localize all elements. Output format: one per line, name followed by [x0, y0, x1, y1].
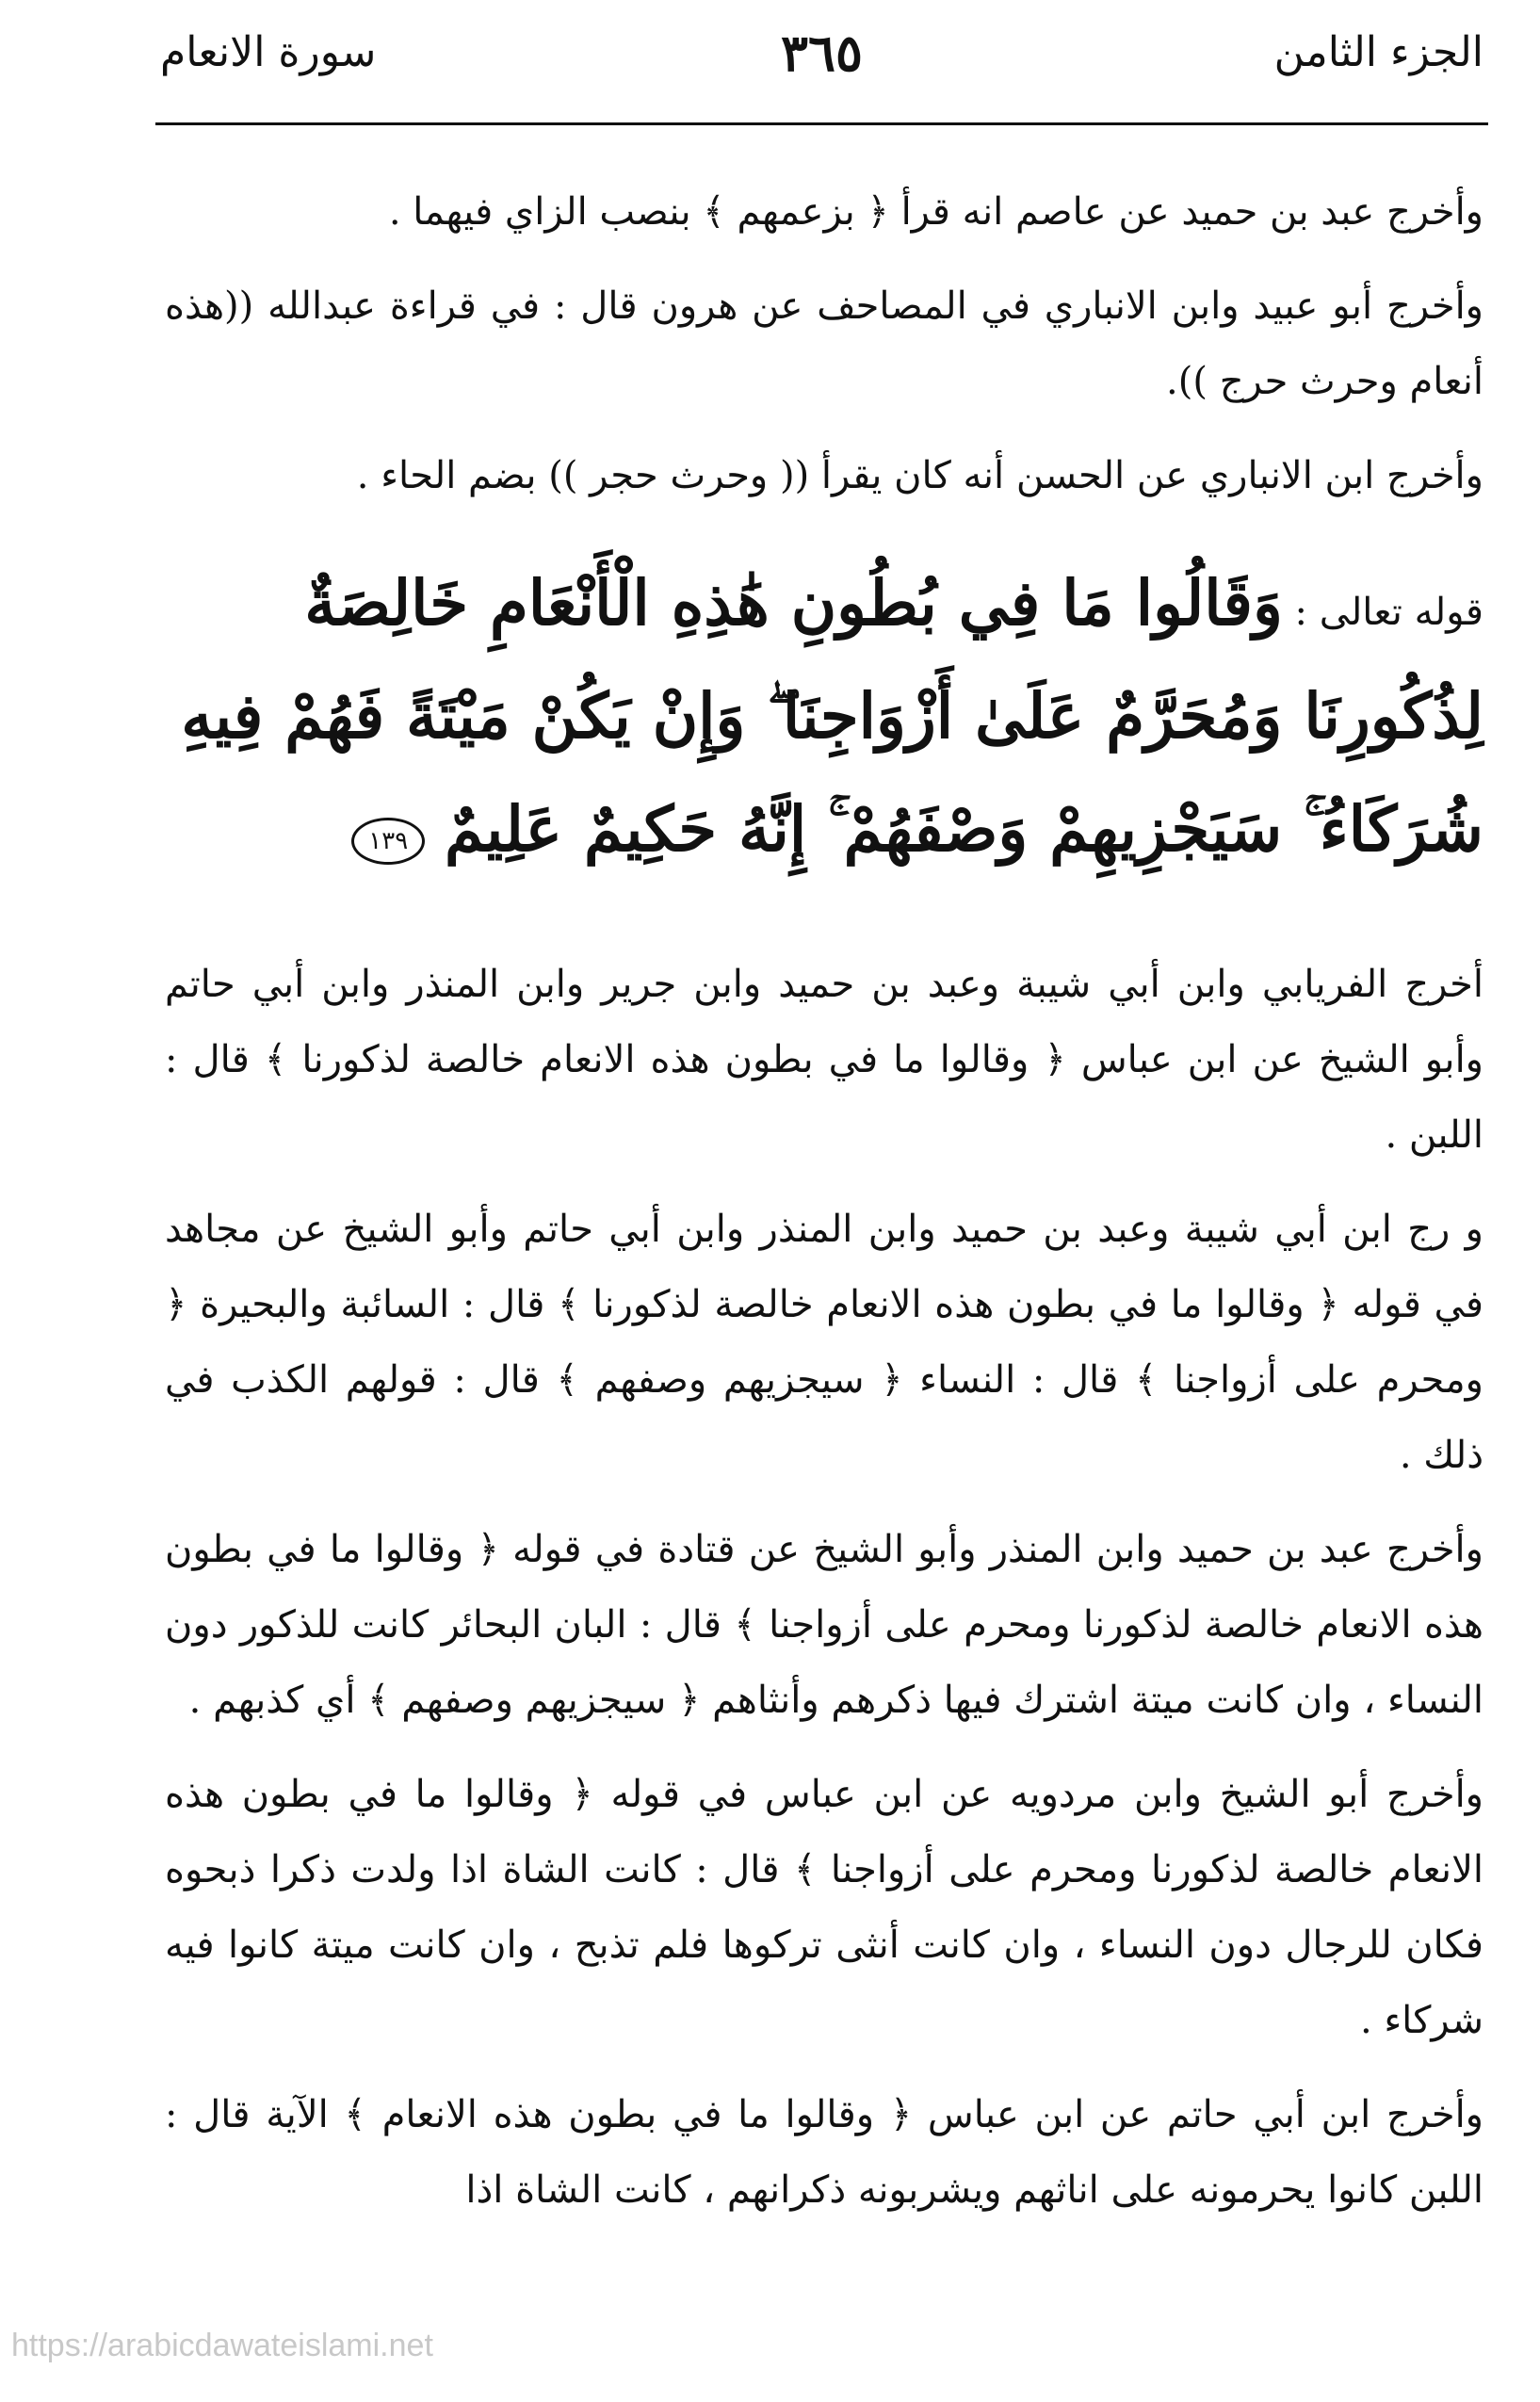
paragraph: وأخرج أبو عبيد وابن الانباري في المصاحف عن هرون قال : في قراءة عبدالله ((هذه أنعام وحرث حرج )).	[165, 284, 1483, 403]
paragraph: و‍‍‍ رج ابن أبي شيبة وعبد بن حميد وابن المنذر وابن أبي حاتم وأبو الشيخ عن مجاهد في قوله ﴿ وقالوا ما في بطون هذه الانعام خالصة لذكورنا ﴾ قال : السائبة والبحيرة ﴿ ومحرم على أزواجنا ﴾ قال : النساء ﴿ سيجزيهم وصفهم ﴾ قال : قولهم الكذب في ذلك .	[165, 1208, 1483, 1477]
ayah-number-marker: ١٣٩	[351, 818, 425, 865]
paragraph: وأخرج عبد بن حميد وابن المنذر وأبو الشيخ عن قتادة في قوله ﴿ وقالوا ما في بطون هذه الانعام خالصة لذكورنا ومحرم على أزواجنا ﴾ قال : البان البحائر كانت للذكور دون النساء ، وان كانت ميتة اشترك فيها ذكرهم وأنثاهم ﴿ سيجزيهم وصفهم ﴾ أي كذبهم .	[165, 1528, 1483, 1722]
part-label: الجزء الثامن	[1273, 28, 1483, 76]
watermark-url: https://arabicdawateislami.net	[11, 2328, 433, 2363]
header-divider	[155, 122, 1488, 125]
paragraph: وأخرج ابن أبي حاتم عن ابن عباس ﴿ وقالوا ما في بطون هذه الانعام ﴾ الآية قال : اللبن كانوا يحرمونه على اناثهم ويشربونه ذكرانهم ، كانت الشاة اذا	[165, 2093, 1483, 2212]
verse-intro: قوله تعالى :	[1294, 591, 1483, 634]
page-number: ٣٦٥	[780, 23, 864, 83]
page-body	[165, 174, 1483, 2247]
paragraph: أخرج الفريابي وابن أبي شيبة وعبد بن حميد وابن جرير وابن المنذر وابن أبي حاتم وأبو الشيخ عن ابن عباس ﴿ وقالوا ما في بطون هذه الانعام خالصة لذكورنا ﴾ قال : اللبن .	[165, 963, 1483, 1157]
paragraph: وأخرج عبد بن حميد عن عاصم انه قرأ ﴿ بزعمهم ﴾ بنصب الزاي فيهما .	[388, 190, 1483, 234]
surah-label: سورة الانعام	[160, 28, 377, 76]
running-header	[160, 23, 1483, 113]
paragraph: وأخرج أبو الشيخ وابن مردويه عن ابن عباس في قوله ﴿ وقالوا ما في بطون هذه الانعام خالصة لذكورنا ومحرم على أزواجنا ﴾ قال : كانت الشاة اذا ولدت ذكرا ذبحوه فكان للرجال دون النساء ، وان كانت أنثى تركوها فلم تذبح ، وان كانت ميتة كانوا فيه شركاء .	[165, 1773, 1483, 2042]
paragraph: وأخرج ابن الانباري عن الحسن أنه كان يقرأ (( وحرث حجر )) بضم الحاء .	[356, 454, 1483, 497]
verse-text: وَقَالُوا مَا فِي بُطُونِ هَٰذِهِ الْأَنْعَامِ خَالِصَةٌ لِذُكُورِنَا وَمُحَرَّمٌ عَلَىٰ أَزْوَاجِنَا ۖ وَإِنْ يَكُنْ مَيْتَةً فَهُمْ فِيهِ شُرَكَاءُ ۚ سَيَجْزِيهِمْ وَصْفَهُمْ ۚ إِنَّهُ حَكِيمٌ عَلِيمٌ	[181, 566, 1483, 866]
quran-verse	[165, 551, 1483, 890]
